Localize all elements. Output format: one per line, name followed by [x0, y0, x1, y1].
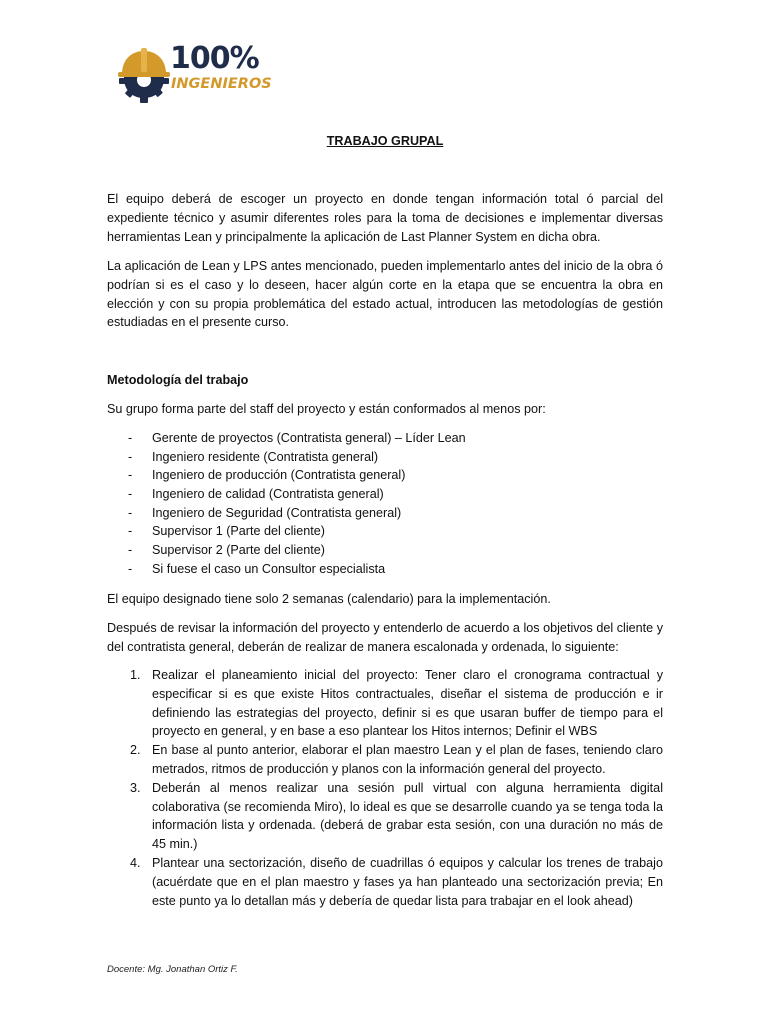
list-item [107, 666, 663, 741]
list-item [107, 741, 663, 779]
logo-name-top: 100% [170, 41, 259, 76]
intro-paragraph-1: El equipo deberá de escoger un proyecto en donde tengan información total ó parcial del expediente técnico y asumir diferentes roles para la toma de decisiones e implementar diversas herramientas Lean y principalmente la aplicación de Last Planner System en dicha obra. [107, 192, 663, 244]
footer-teacher: Docente: Mg. Jonathan Ortiz F. [107, 964, 238, 975]
list-item: - Supervisor 2 (Parte del cliente) [107, 541, 466, 560]
helmet-gear-icon [118, 44, 170, 104]
step-number: 4. [130, 855, 141, 870]
step-number: 2. [130, 743, 141, 758]
step-text: En base al punto anterior, elaborar el plan maestro Lean y el plan de fases, teniendo claro metrados, ritmos de producción y planos con la información general del proyecto. [152, 743, 663, 776]
intro-paragraph-2: La aplicación de Lean y LPS antes mencionado, pueden implementarlo antes del inicio de la obra ó podrían si es el caso y lo deseen, hacer algún corte en la etapa que se encuentra la obra en elección y con su propia problemática del estado actual, introducen las metodologías de gestión estudiadas en el presente curso. [107, 259, 663, 330]
step-number: 3. [130, 780, 141, 795]
list-item: - Supervisor 1 (Parte del cliente) [107, 522, 466, 541]
list-item: - Ingeniero residente (Contratista general) [107, 448, 466, 467]
list-item: - Ingeniero de producción (Contratista general) [107, 466, 466, 485]
list-item: - Si fuese el caso un Consultor especialista [107, 560, 466, 579]
list-item: - Ingeniero de calidad (Contratista general) [107, 485, 466, 504]
staff-intro: Su grupo forma parte del staff del proyecto y están conformados al menos por: [107, 402, 546, 416]
step-text: Realizar el planeamiento inicial del proyecto: Tener claro el cronograma contractual y especificar si es que existe Hitos contractuales, diseñar el sistema de producción e ir definiendo las estrategias del proyecto, definir si es que usaran buffer de tiempo para el proyecto en general, y en base a eso plantear los Hitos internos; Definir el WBS [152, 668, 663, 739]
step-number: 1. [130, 668, 141, 682]
staff-list [107, 429, 466, 579]
steps-intro: Después de revisar la información del proyecto y entenderlo de acuerdo a los objetivos del cliente y del contratista general, deberán de realizar de manera escalonada y ordenada, lo siguiente: [107, 621, 663, 654]
page-title: TRABAJO GRUPAL [326, 134, 444, 148]
step-text: Deberán al menos realizar una sesión pull virtual con alguna herramienta digital colaborativa (se recomienda Miro), lo ideal es que se desarrolle cuando ya se tenga toda la información lista y ordenada. (deberá de grabar esta sesión, con una duración no más de 45 min.) [152, 780, 663, 852]
list-item [107, 779, 663, 854]
list-item: - Gerente de proyectos (Contratista general) – Líder Lean [107, 429, 466, 448]
logo-name-bottom: INGENIEROS [171, 76, 272, 92]
team-time-note: El equipo designado tiene solo 2 semanas (calendario) para la implementación. [107, 592, 551, 606]
list-item: - Ingeniero de Seguridad (Contratista general) [107, 504, 466, 523]
steps-list [107, 666, 663, 910]
step-text: Plantear una sectorización, diseño de cuadrillas ó equipos y calcular los trenes de trabajo (acuérdate que en el plan maestro y fases ya han planteado una sectorización previa; En este punto ya lo detallan más y debería de quedar lista para trabajar en el look ahead) [152, 855, 663, 908]
company-logo [118, 41, 272, 104]
list-item [107, 854, 663, 910]
section-title: Metodología del trabajo [107, 373, 249, 387]
